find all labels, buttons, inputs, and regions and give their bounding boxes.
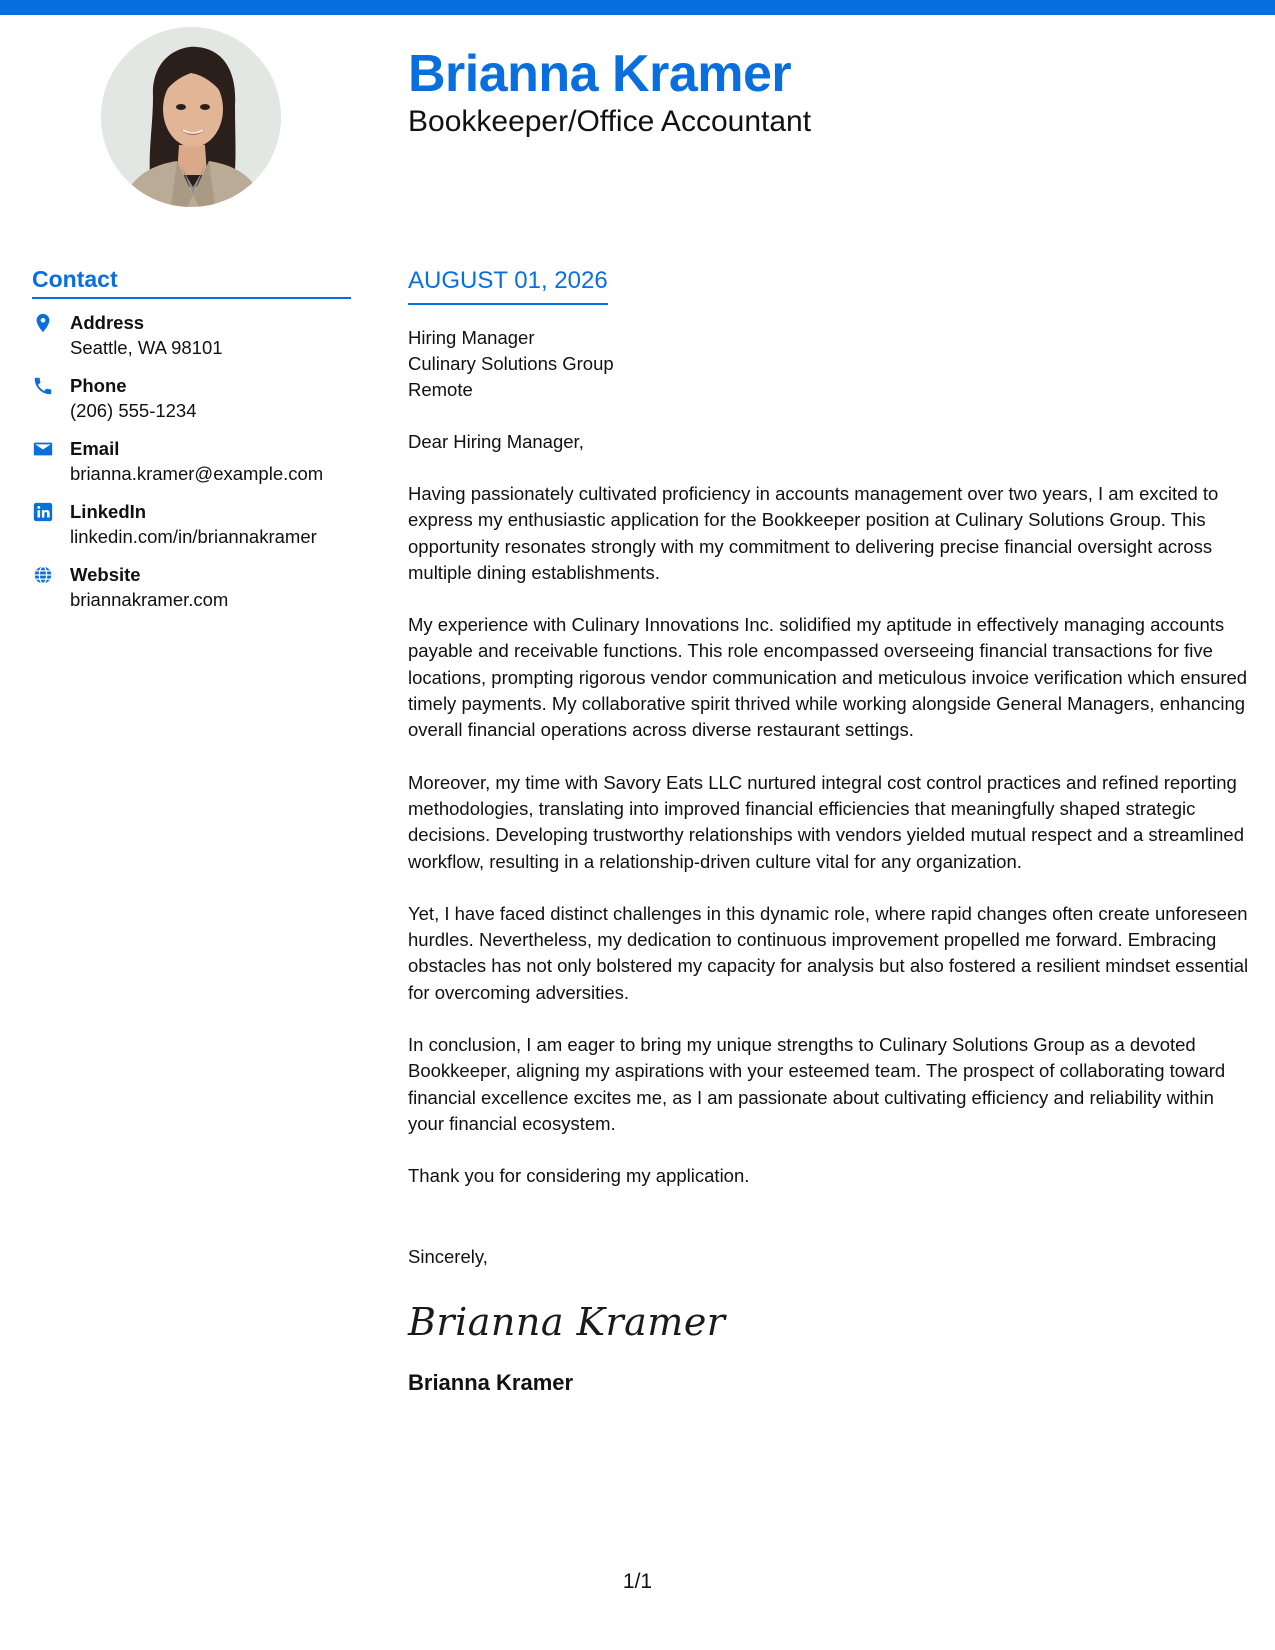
contact-value[interactable]: linkedin.com/in/briannakramer — [70, 526, 317, 547]
top-accent-bar — [0, 0, 1275, 15]
letter-paragraph: Yet, I have faced distinct challenges in this dynamic role, where rapid changes often create unforeseen hurdles. Nevertheless, my dedication to continuous improvement propelled me forward. Embracing obstacles has not only bolstered my capacity for analysis but also fostered a resilient mindset essential for overcoming adversities. — [408, 902, 1249, 1003]
letter-paragraph: Thank you for considering my application. — [408, 1165, 750, 1187]
recipient-block — [408, 325, 1253, 403]
contact-item-website — [32, 563, 351, 612]
contact-item-address — [32, 311, 351, 360]
salutation: Dear Hiring Manager, — [408, 431, 584, 452]
recipient-line: Hiring Manager — [408, 327, 535, 348]
profile-photo-illustration — [101, 27, 281, 207]
cover-letter — [408, 265, 1253, 1398]
contact-sidebar — [32, 263, 351, 626]
handwritten-signature: Brianna Kramer — [408, 1299, 726, 1344]
contact-item-linkedin — [32, 500, 351, 549]
contact-value[interactable]: briannakramer.com — [70, 589, 229, 610]
contact-label: LinkedIn — [70, 501, 147, 522]
letter-paragraph: Moreover, my time with Savory Eats LLC nurtured integral cost control practices and refined reporting methodologies, translating into improved financial efficiencies that meaningfully shaped strategic decisions. Developing trustworthy relationships with vendors yielded mutual respect and a streamlined workflow, resulting in a relationship-driven culture vital for any organization. — [408, 771, 1245, 872]
profile-photo — [101, 27, 281, 207]
globe-icon — [32, 564, 54, 586]
contact-label: Website — [70, 564, 141, 585]
job-title: Bookkeeper/Office Accountant — [408, 105, 812, 138]
page-number: 1/1 — [622, 1570, 653, 1593]
location-pin-icon — [32, 312, 54, 334]
contact-value[interactable]: brianna.kramer@example.com — [70, 463, 324, 484]
contact-item-email — [32, 437, 351, 486]
recipient-line: Culinary Solutions Group — [408, 353, 614, 374]
letter-paragraph: In conclusion, I am eager to bring my unique strengths to Culinary Solutions Group as a devoted Bookkeeper, aligning my aspirations with your esteemed team. The prospect of collaborating toward financial excellence excites me, as I am passionate about cultivating efficiency and reliability within your financial ecosystem. — [408, 1034, 1226, 1134]
email-icon — [32, 438, 54, 460]
contact-label: Phone — [70, 375, 127, 396]
letter-paragraph: Having passionately cultivated proficiency in accounts management over two years, I am excited to express my enthusiastic application for the Bookkeeper position at Culinary Solutions Group. This opportunity resonates strongly with my commitment to delivering precise financial oversight across multiple dining establishments. — [408, 483, 1219, 583]
contact-list — [32, 311, 351, 612]
closing: Sincerely, — [408, 1245, 488, 1267]
signer-name: Brianna Kramer — [408, 1369, 574, 1395]
contact-label: Address — [70, 312, 145, 333]
letter-date: AUGUST 01, 2026 — [408, 265, 608, 305]
recipient-line: Remote — [408, 379, 473, 400]
linkedin-icon — [32, 501, 54, 523]
contact-value: Seattle, WA 98101 — [70, 337, 223, 358]
phone-icon — [32, 375, 54, 397]
contact-value: (206) 555-1234 — [70, 400, 197, 421]
contact-heading: Contact — [32, 263, 351, 299]
contact-label: Email — [70, 438, 120, 459]
letter-paragraph: My experience with Culinary Innovations Inc. solidified my aptitude in effectively managing accounts payable and receivable functions. This role encompassed overseeing financial transactions for five locations, prompting rigorous vendor communication and meticulous invoice verification which ensured timely payments. My collaborative spirit thrived while working alongside General Managers, enhancing overall financial operations across diverse restaurant settings. — [408, 614, 1248, 741]
contact-item-phone — [32, 374, 351, 423]
candidate-name: Brianna Kramer — [408, 45, 792, 103]
